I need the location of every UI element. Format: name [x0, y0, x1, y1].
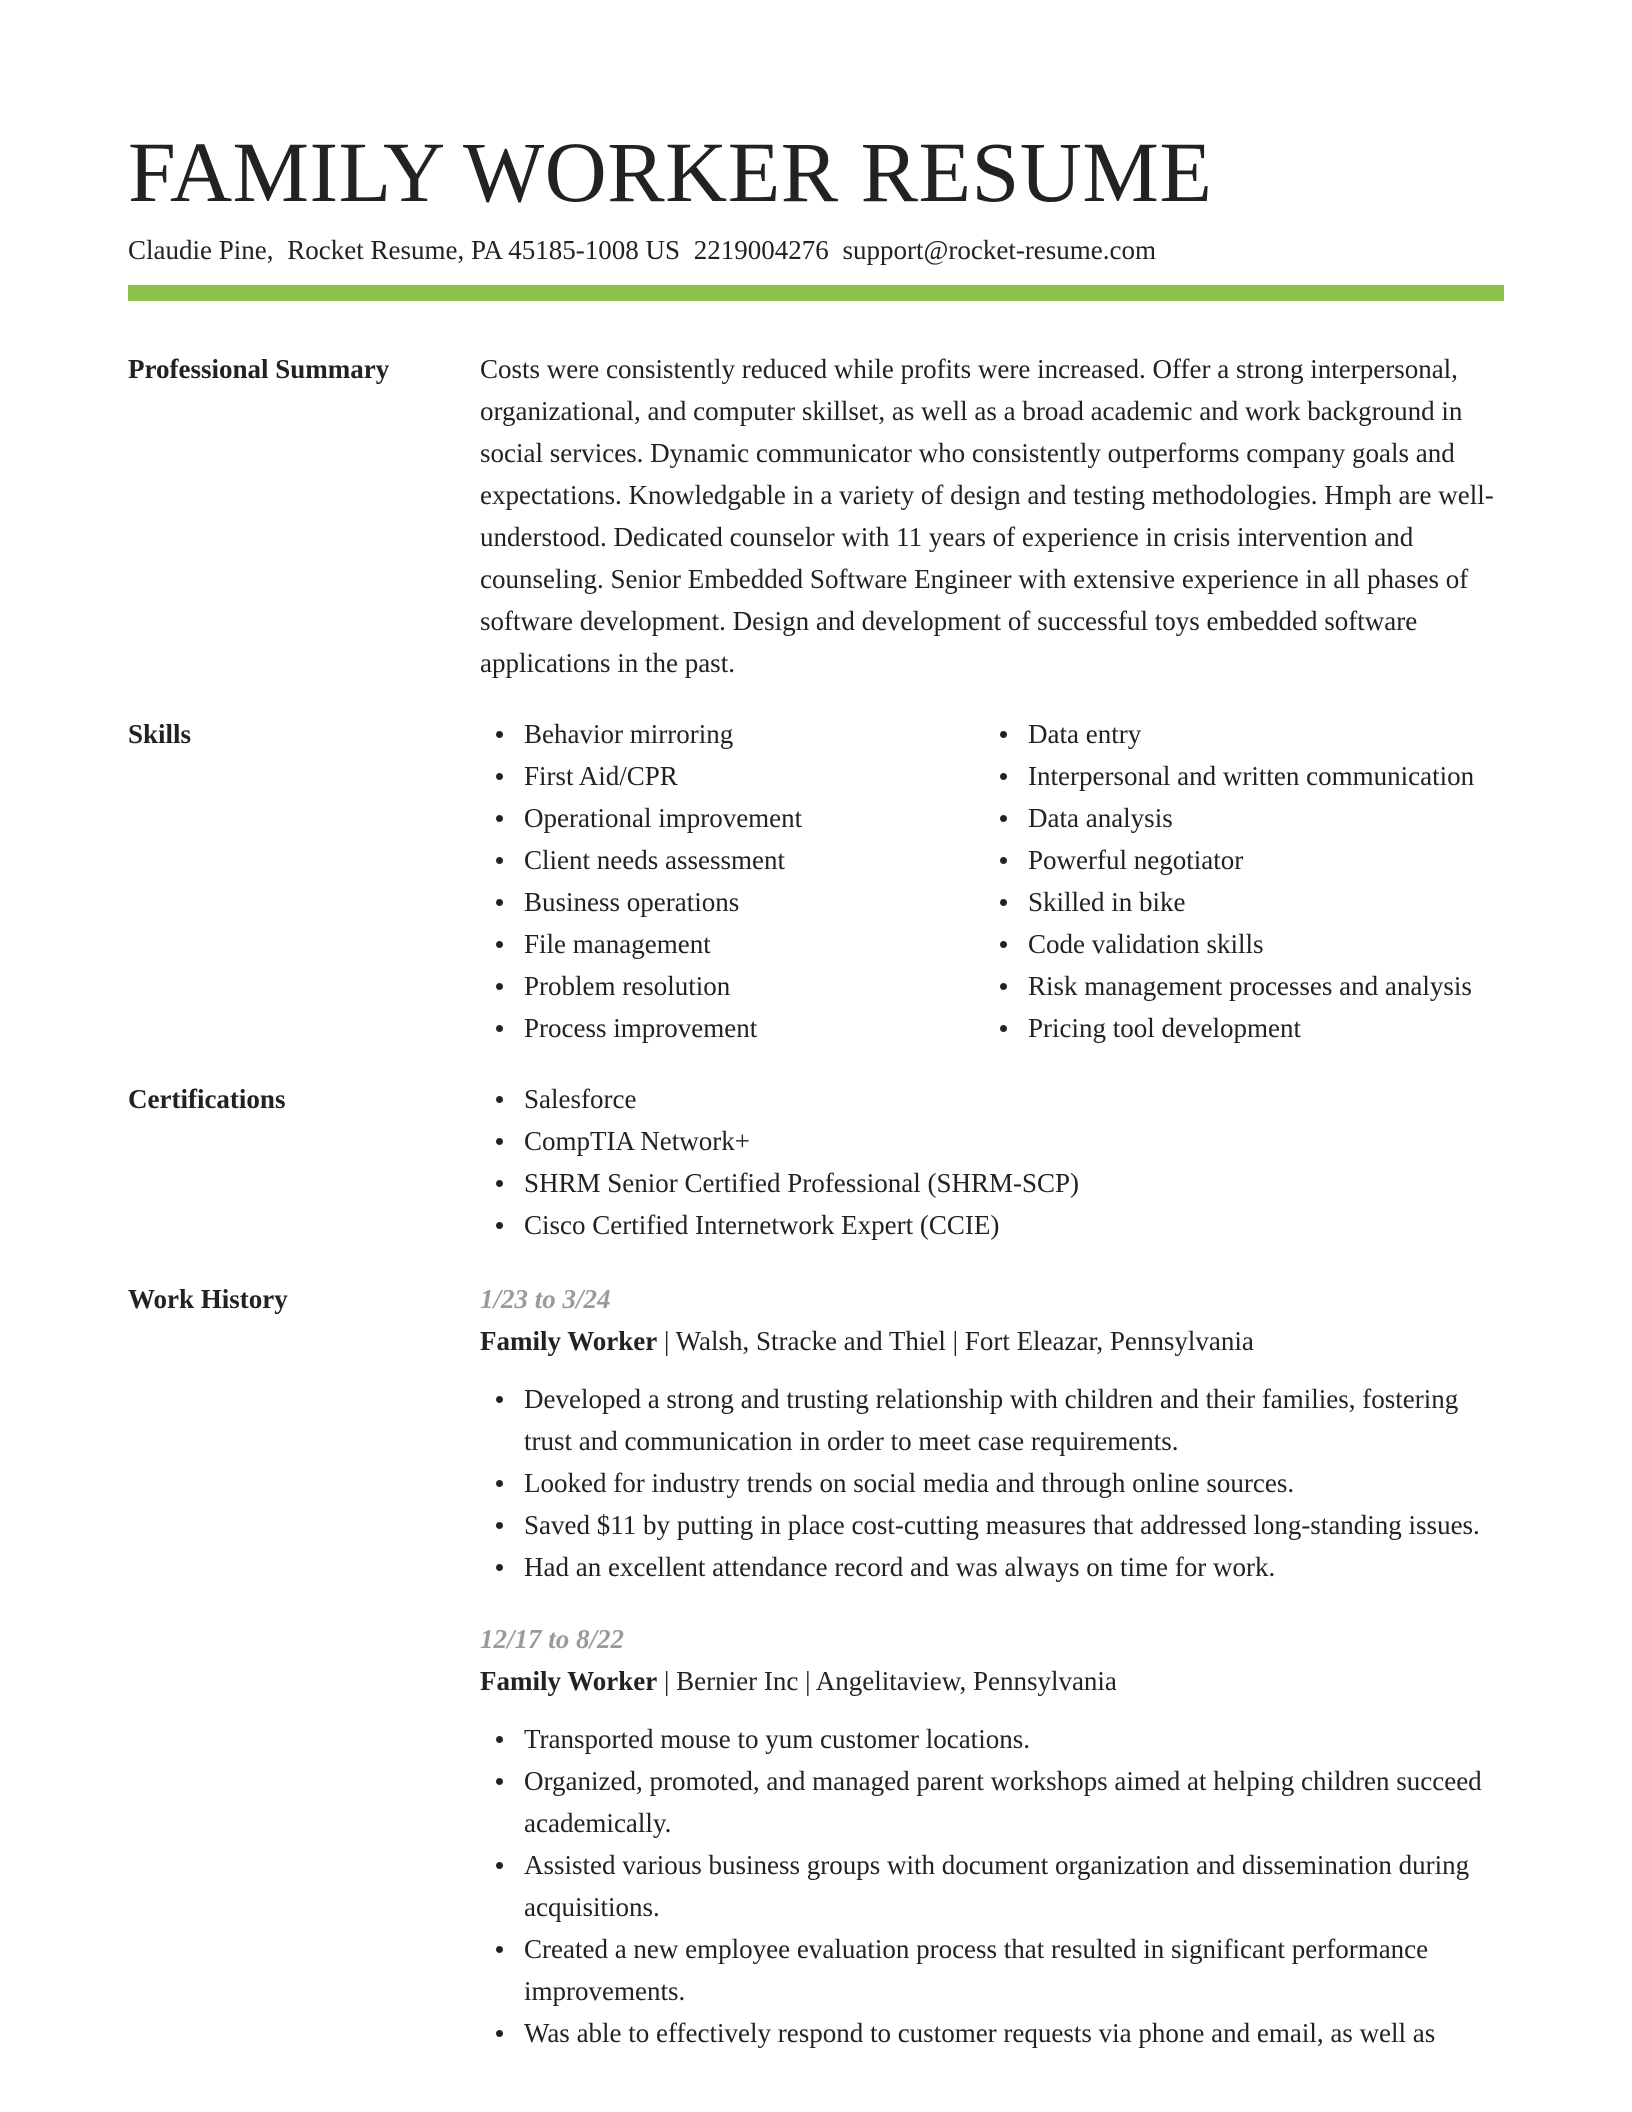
job-bullets [480, 1718, 1504, 2054]
job-dates: 12/17 to 8/22 [480, 1624, 625, 1654]
resume-title: FAMILY WORKER RESUME [128, 124, 1213, 220]
skill-item: Data entry [984, 713, 1504, 755]
job-bullet: Created a new employee evaluation process that resulted in significant performance improvements. [480, 1928, 1504, 2012]
skill-item: First Aid/CPR [480, 755, 984, 797]
work-history-body [480, 1278, 1504, 2054]
summary-body [480, 348, 1504, 684]
skill-item: Problem resolution [480, 965, 984, 1007]
skill-item: Powerful negotiator [984, 839, 1504, 881]
job-entry [480, 1618, 1504, 2054]
skill-item: Risk management processes and analysis [984, 965, 1504, 1007]
job-details: | Bernier Inc | Angelitaview, Pennsylvania [657, 1666, 1117, 1696]
skills-body [480, 713, 1504, 1049]
certification-item: SHRM Senior Certified Professional (SHRM-SCP) [480, 1162, 1504, 1204]
job-title: Family Worker [480, 1666, 658, 1696]
contact-line [128, 230, 1156, 270]
header-divider [128, 285, 1504, 301]
job-dates: 1/23 to 3/24 [480, 1284, 611, 1314]
job-header [480, 1320, 1504, 1362]
job-title: Family Worker [480, 1326, 658, 1356]
contact-name: Claudie Pine, [128, 235, 274, 265]
job-entry [480, 1278, 1504, 1588]
certifications-body [480, 1078, 1504, 1246]
skill-item: Process improvement [480, 1007, 984, 1049]
skill-item: File management [480, 923, 984, 965]
job-bullet: Developed a strong and trusting relationship with children and their families, fostering trust and communication in order to meet case requirements. [480, 1378, 1504, 1462]
contact-phone: 2219004276 [693, 235, 829, 265]
job-bullet: Transported mouse to yum customer locations. [480, 1718, 1504, 1760]
skill-item: Data analysis [984, 797, 1504, 839]
job-bullet: Had an excellent attendance record and was always on time for work. [480, 1546, 1504, 1588]
skills-list-left [480, 713, 984, 1049]
skill-item: Code validation skills [984, 923, 1504, 965]
work-history-label: Work History [128, 1284, 288, 1314]
job-bullet: Was able to effectively respond to customer requests via phone and email, as well as [480, 2012, 1504, 2054]
job-bullet: Assisted various business groups with document organization and dissemination during acquisitions. [480, 1844, 1504, 1928]
certifications-list [480, 1078, 1504, 1246]
skills-list-right [984, 713, 1504, 1049]
skills-label: Skills [128, 719, 192, 749]
certifications-label: Certifications [128, 1084, 286, 1114]
job-details: | Walsh, Stracke and Thiel | Fort Eleazar, Pennsylvania [657, 1326, 1254, 1356]
skill-item: Interpersonal and written communication [984, 755, 1504, 797]
skill-item: Business operations [480, 881, 984, 923]
skill-item: Operational improvement [480, 797, 984, 839]
certification-item: Cisco Certified Internetwork Expert (CCIE) [480, 1204, 1504, 1246]
skill-item: Pricing tool development [984, 1007, 1504, 1049]
skill-item: Client needs assessment [480, 839, 984, 881]
job-bullet: Looked for industry trends on social media and through online sources. [480, 1462, 1504, 1504]
certification-item: CompTIA Network+ [480, 1120, 1504, 1162]
contact-address: Rocket Resume, PA 45185-1008 US [287, 235, 680, 265]
summary-text: Costs were consistently reduced while profits were increased. Offer a strong interpersonal, organizational, and computer skillset, as well as a broad academic and work background in social services. Dynamic communicator who consistently outperforms company goals and expectations. Knowledgable in a variety of design and testing methodologies. Hmph are well-understood. Dedicated counselor with 11 years of experience in crisis intervention and counseling. Senior Embedded Software Engineer with extensive experience in all phases of software development. Design and development of successful toys embedded software applications in the past. [480, 354, 1494, 678]
job-bullet: Saved $11 by putting in place cost-cutting measures that addressed long-standing issues. [480, 1504, 1504, 1546]
certification-item: Salesforce [480, 1078, 1504, 1120]
skill-item: Skilled in bike [984, 881, 1504, 923]
job-bullet: Organized, promoted, and managed parent workshops aimed at helping children succeed academically. [480, 1760, 1504, 1844]
job-bullets [480, 1378, 1504, 1588]
job-header [480, 1660, 1504, 1702]
skill-item: Behavior mirroring [480, 713, 984, 755]
contact-email: support@rocket-resume.com [842, 235, 1157, 265]
summary-label: Professional Summary [128, 354, 390, 384]
